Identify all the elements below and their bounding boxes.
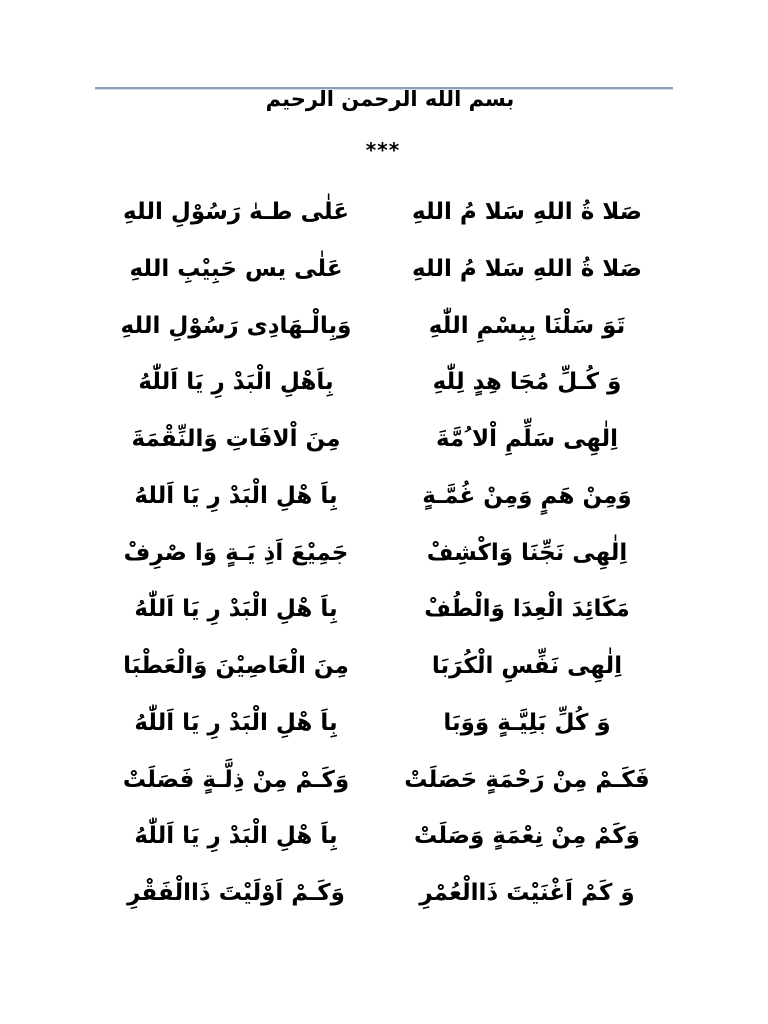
verse-row [0,531,768,588]
verse-row [0,814,768,871]
verse-row [0,247,768,304]
verse-first-hemistich: وَ كُـلِّ مُجَا هِدٍ لِلّٰهِ [432,369,622,396]
verse-second-hemistich: بِاَ هْلِ الْبَدْ رِ يَا اَللّٰهُ [134,596,338,623]
page-title: بسم الله الرحمن الرحيم [265,90,515,111]
verse-second-hemistich: عَلٰى طـهٰ رَسُوْلِ اللهِ [123,199,349,225]
verse-second-hemistich: بِاَهْلِ الْبَدْ رِ يَا اَللّٰهُ [138,369,334,396]
verse-second-hemistich: بِاَ هْلِ الْبَدْ رِ يَا اَللّٰهُ [134,823,338,850]
verse-second-hemistich: وَبِالْـهَادِى رَسُوْلِ اللهِ [120,312,352,339]
verse-second-hemistich: مِنَ اْلافَاتِ وَالنِّقْمَةَ [131,426,341,452]
verse-row [0,304,768,361]
verse-second-hemistich: وَكَـمْ اَوْلَيْتَ ذَاالْفَقْرِ [127,880,345,906]
verse-first-hemistich: فَكَـمْ مِنْ رَحْمَةٍ حَصَلَتْ [404,766,650,793]
verse-first-hemistich: اِلٰهِى نَفِّسِ الْكُرَبَا [431,653,623,679]
verse-second-hemistich: بِاَ هْلِ الْبَدْ رِ يَا اَللّٰهُ [134,709,338,736]
verse-row [0,871,768,928]
verse-second-hemistich: عَلٰى يس حَبِيْبِ اللهِ [129,255,343,282]
verse-first-hemistich: وَ كُلِّ بَلِيَّـةٍ وَوَبَا [443,709,611,736]
verse-first-hemistich: اِلٰهِى سَلِّمِ اْلا ُمَّةَ [435,426,619,452]
verse-row [0,474,768,531]
verse-row [0,360,768,417]
verse-first-hemistich: صَلا ةُ اللهِ سَلا مُ اللهِ [412,255,642,282]
verse-second-hemistich: جَمِيْعَ اَذِ يَـةٍ وَا صْرِفْ [123,539,349,566]
verse-list [0,190,768,928]
verse-row [0,644,768,701]
verse-row [0,758,768,815]
header-rule [95,87,673,89]
verse-row [0,701,768,758]
verse-second-hemistich: مِنَ الْعَاصِيْنَ وَالْعَطْبَا [123,653,349,679]
verse-row [0,587,768,644]
verse-second-hemistich: بِاَ هْلِ الْبَدْ رِ يَا اَللهُ [134,482,338,509]
verse-first-hemistich: اِلٰهِى نَجِّنَا وَاكْشِفْ [426,539,628,566]
verse-first-hemistich: وَكَمْ مِنْ نِعْمَةٍ وَصَلَتْ [414,823,640,850]
verse-first-hemistich: صَلا ةُ اللهِ سَلا مُ اللهِ [412,199,642,225]
verse-second-hemistich: وَكَـمْ مِنْ ذِلَّـةٍ فَصَلَتْ [122,766,350,793]
verse-first-hemistich: مَكَائِدَ الْعِدَا وَالْطُفْ [424,596,630,623]
verse-row [0,417,768,474]
verse-row [0,190,768,247]
verse-first-hemistich: وَمِنْ هَمٍ وَمِنْ غُمَّـةٍ [422,482,632,509]
verse-first-hemistich: وَ كَمْ اَغْنَيْتَ ذَاالْعُمْرِ [419,880,635,906]
title-container [200,90,580,118]
verse-first-hemistich: تَوَ سَلْنَا بِبِسْمِ اللّٰهِ [428,312,626,339]
section-separator: *** [365,138,401,162]
